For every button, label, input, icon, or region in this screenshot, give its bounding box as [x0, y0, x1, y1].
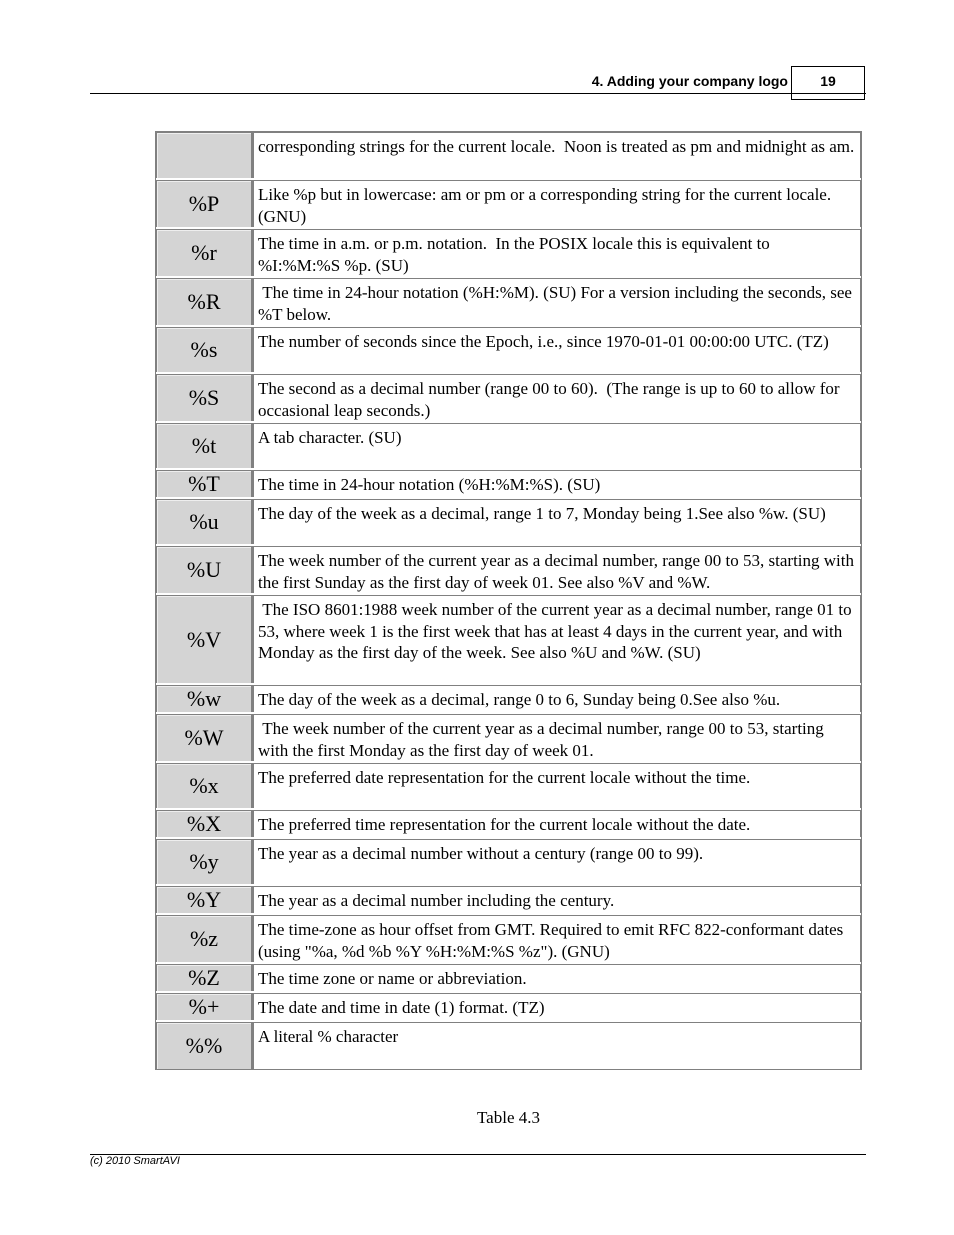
- format-description-cell: A tab character. (SU): [253, 423, 861, 468]
- format-description-cell: The time-zone as hour offset from GMT. Required to emit RFC 822-conformant dates (using "%a, %d %b %Y %H:%M:%S %z"). (GNU): [253, 915, 861, 962]
- table-row: [156, 278, 861, 325]
- table-row: [156, 327, 861, 372]
- format-code-cell: %x: [156, 763, 253, 808]
- format-description-cell: The number of seconds since the Epoch, i.e., since 1970-01-01 00:00:00 UTC. (TZ): [253, 327, 861, 372]
- table-row: [156, 915, 861, 962]
- table-row: [156, 229, 861, 276]
- table-row: [156, 685, 861, 712]
- format-code-cell: %u: [156, 499, 253, 544]
- format-code-cell: %s: [156, 327, 253, 372]
- table-row: [156, 810, 861, 837]
- footer-divider: [90, 1154, 866, 1155]
- table-row: [156, 595, 861, 683]
- table-row: [156, 839, 861, 884]
- table-row: [156, 763, 861, 808]
- footer-copyright: (c) 2010 SmartAVI: [90, 1155, 180, 1167]
- format-description-cell: The second as a decimal number (range 00 to 60). (The range is up to 60 to allow for occasional leap seconds.): [253, 374, 861, 421]
- format-code-cell: %T: [156, 470, 253, 497]
- format-description-cell: The year as a decimal number including the century.: [253, 886, 861, 913]
- format-description-cell: The preferred date representation for the current locale without the time.: [253, 763, 861, 808]
- format-code-cell: %t: [156, 423, 253, 468]
- format-description-cell: The time in 24-hour notation (%H:%M). (SU) For a version including the seconds, see %T below.: [253, 278, 861, 325]
- format-code-cell: %r: [156, 229, 253, 276]
- format-description-cell: The week number of the current year as a decimal number, range 00 to 53, starting with the first Monday as the first day of week 01.: [253, 714, 861, 761]
- table-row: [156, 964, 861, 991]
- table-row: [156, 374, 861, 421]
- format-code-cell: %z: [156, 915, 253, 962]
- table-caption: Table 4.3: [476, 1108, 540, 1127]
- format-code-cell: %Y: [156, 886, 253, 913]
- format-code-cell: %w: [156, 685, 253, 712]
- format-code-cell: %Z: [156, 964, 253, 991]
- table-row: [156, 132, 861, 178]
- format-code-cell: %%: [156, 1022, 253, 1069]
- format-code-cell: %S: [156, 374, 253, 421]
- table-row: [156, 470, 861, 497]
- format-specifier-table: [155, 131, 862, 1070]
- format-description-cell: The time zone or name or abbreviation.: [253, 964, 861, 991]
- format-code-cell: %W: [156, 714, 253, 761]
- running-header-title: 4. Adding your company logo: [591, 73, 788, 89]
- table-row: [156, 993, 861, 1020]
- table-row: [156, 180, 861, 227]
- format-code-cell: %X: [156, 810, 253, 837]
- table-row: [156, 499, 861, 544]
- format-code-cell: %U: [156, 546, 253, 593]
- format-code-cell: %V: [156, 595, 253, 683]
- table-row: [156, 714, 861, 761]
- format-description-cell: Like %p but in lowercase: am or pm or a corresponding string for the current locale. (GNU): [253, 180, 861, 227]
- format-specifier-table-container: [155, 131, 862, 1070]
- format-description-cell: The date and time in date (1) format. (TZ): [253, 993, 861, 1020]
- format-description-cell: The week number of the current year as a decimal number, range 00 to 53, starting with the first Sunday as the first day of week 01. See also %V and %W.: [253, 546, 861, 593]
- format-description-cell: The time in 24-hour notation (%H:%M:%S). (SU): [253, 470, 861, 497]
- format-code-cell: %+: [156, 993, 253, 1020]
- format-code-cell: %R: [156, 278, 253, 325]
- format-description-cell: corresponding strings for the current locale. Noon is treated as pm and midnight as am.: [253, 132, 861, 178]
- format-code-cell: %P: [156, 180, 253, 227]
- format-description-cell: The preferred time representation for the current locale without the date.: [253, 810, 861, 837]
- table-row: [156, 886, 861, 913]
- header-divider: [90, 93, 866, 94]
- format-description-cell: A literal % character: [253, 1022, 861, 1069]
- page-number: 19: [791, 66, 865, 100]
- table-row: [156, 546, 861, 593]
- table-row: [156, 1022, 861, 1069]
- format-description-cell: The time in a.m. or p.m. notation. In the POSIX locale this is equivalent to %I:%M:%S %p. (SU): [253, 229, 861, 276]
- table-row: [156, 423, 861, 468]
- format-description-cell: The day of the week as a decimal, range 0 to 6, Sunday being 0.See also %u.: [253, 685, 861, 712]
- format-description-cell: The year as a decimal number without a century (range 00 to 99).: [253, 839, 861, 884]
- format-description-cell: The ISO 8601:1988 week number of the current year as a decimal number, range 01 to 53, where week 1 is the first week that has at least 4 days in the current year, and with Monday as the first day of the week. See also %U and %W. (SU): [253, 595, 861, 683]
- format-description-cell: The day of the week as a decimal, range 1 to 7, Monday being 1.See also %w. (SU): [253, 499, 861, 544]
- format-code-cell: %y: [156, 839, 253, 884]
- format-code-cell: [156, 132, 253, 178]
